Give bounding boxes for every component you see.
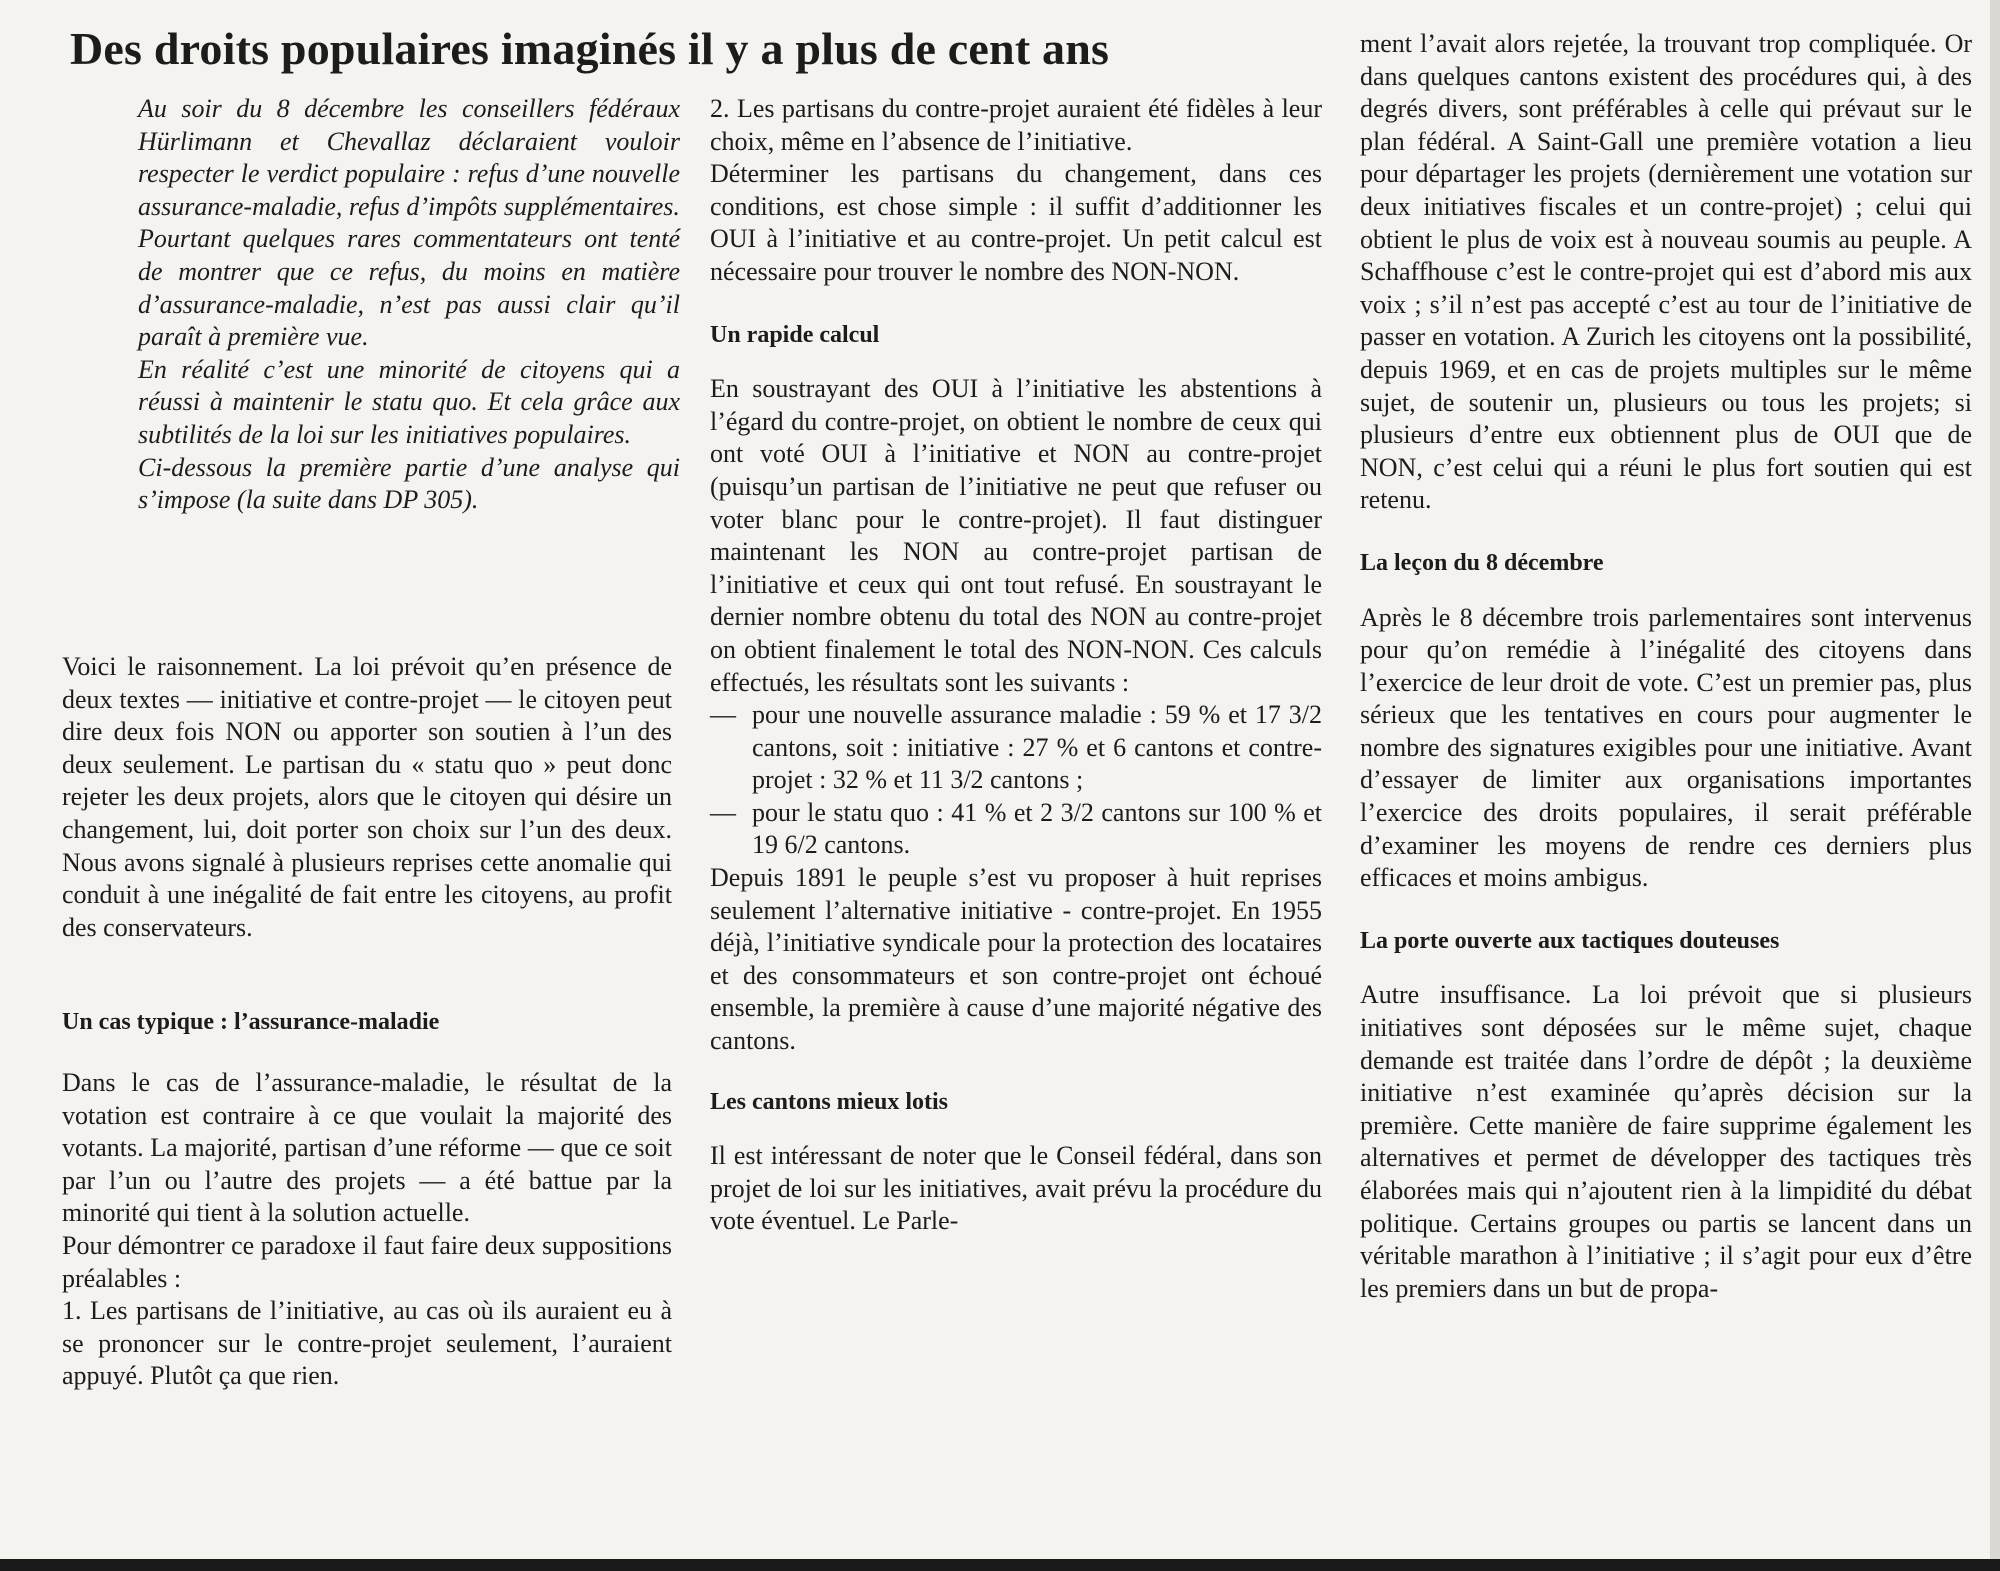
section-heading: Un rapide calcul (710, 321, 880, 348)
paragraph: Pour démontrer ce paradoxe il faut faire deux suppositions préalables : (62, 1230, 672, 1293)
section-heading: Un cas typique : l’assurance-maladie (62, 1009, 440, 1036)
result-text: pour le statu quo : 41 % et 2 3/2 cantons sur 100 % et 19 6/2 cantons. (752, 797, 1322, 860)
paragraph: 2. Les partisans du contre-projet auraient été fidèles à leur choix, même en l’absence de l’initiative. (710, 94, 1322, 156)
result-item (710, 797, 1322, 862)
dash-marker: — (710, 797, 736, 827)
intro-paragraph: Ci-dessous la première partie d’une analyse qui s’impose (la suite dans DP 305). (138, 452, 680, 515)
paragraph: Déterminer les partisans du changement, dans ces conditions, est chose simple : il suffit d’additionner les OUI à l’initiative et au contre-projet. Un petit calcul est nécessaire pour trouver le nombre des NON-NON. (710, 159, 1322, 286)
paragraph: Dans le cas de l’assurance-maladie, le résultat de la votation est contraire à ce que voulait la majorité des votants. La majorité, partisan d’une réforme — que ce soit par l’un ou l’autre des projets — a été battue par la minorité qui tient à la solution actuelle. (62, 1067, 672, 1228)
intro-block (138, 93, 680, 517)
paragraph: 1. Les partisans de l’initiative, au cas où ils auraient eu à se prononcer sur le contre-projet seulement, l’auraient appuyé. Plutôt ça que rien. (62, 1296, 672, 1391)
section-heading: La porte ouverte aux tactiques douteuses (1360, 927, 1780, 954)
column-1 (62, 651, 672, 1393)
paragraph: En soustrayant des OUI à l’initiative les abstentions à l’égard du contre-projet, on obtient le nombre de ceux qui ont voté OUI à l’initiative et NON au contre-projet (puisqu’un partisan de l’initiative ne peut que refuser ou voter blanc pour le contre-projet). Il faut distinguer maintenant les NON au contre-projet partisan de l’initiative et ceux qui ont tout refusé. En soustrayant le dernier nombre obtenu du total des NON au contre-projet on obtient finalement le total des NON-NON. Ces calculs effectués, les résultats sont les suivants : (710, 374, 1322, 697)
bottom-border (0, 1559, 2000, 1571)
paragraph: Voici le raisonnement. La loi prévoit qu’en présence de deux textes — initiative et contre-projet — le citoyen peut dire deux fois NON ou apporter son soutien à l’un des deux seulement. Le partisan du « statu quo » peut donc rejeter les deux projets, alors que le citoyen qui désire un changement, lui, doit porter son choix sur l’un des deux. Nous avons signalé à plusieurs reprises cette anomalie qui conduit à une inégalité de fait entre les citoyens, au profit des conservateurs. (62, 652, 672, 942)
intro-paragraph: Au soir du 8 décembre les conseillers fédéraux Hürlimann et Chevallaz déclaraient vouloir respecter le verdict populaire : refus d’une nouvelle assurance-maladie, refus d’impôts supplémentaires. (138, 94, 680, 221)
dash-marker: — (710, 700, 736, 730)
intro-paragraph: Pourtant quelques rares commentateurs ont tenté de montrer que ce refus, du moins en matière d’assurance-maladie, n’est pas aussi clair qu’il paraît à première vue. (138, 224, 680, 352)
column-3 (1360, 28, 1972, 1305)
paragraph: Il est intéressant de noter que le Conseil fédéral, dans son projet de loi sur les initiatives, avait prévu la procédure du vote éventuel. Le Parle- (710, 1141, 1322, 1236)
article-title: Des droits populaires imaginés il y a plus de cent ans (70, 23, 1110, 74)
intro-paragraph: En réalité c’est une minorité de citoyens qui a réussi à maintenir le statu quo. Et cela grâce aux subtilités de la loi sur les initiatives populaires. (138, 354, 680, 449)
paragraph: Depuis 1891 le peuple s’est vu proposer à huit reprises seulement l’alternative initiative - contre-projet. En 1955 déjà, l’initiative syndicale pour la protection des locataires et des consommateurs et son contre-projet ont échoué ensemble, la première à cause d’une majorité négative des cantons. (710, 863, 1322, 1056)
page-edge (1990, 0, 2000, 1559)
column-2 (710, 93, 1322, 1238)
result-text: pour une nouvelle assurance maladie : 59 % et 17 3/2 cantons, soit : initiative : 27 % et 6 cantons et contre-projet : 32 % et 11 3/2 cantons ; (752, 700, 1322, 795)
paragraph: ment l’avait alors rejetée, la trouvant trop compliquée. Or dans quelques cantons existent des procédures qui, à des degrés divers, sont préférables à celle qui prévaut sur le plan fédéral. A Saint-Gall une première votation a lieu pour départager les projets (dernièrement une votation sur deux initiatives fiscales et un contre-projet) ; celui qui obtient le plus de voix est à nouveau soumis au peuple. A Schaffhouse c’est le contre-projet qui est d’abord mis aux voix ; s’il n’est pas accepté c’est au tour de l’initiative de passer en votation. A Zurich les citoyens ont la possibilité, depuis 1969, et en cas de projets multiples sur le même sujet, de soutenir un, plusieurs ou tous les projets; si plusieurs d’entre eux obtiennent plus de OUI que de NON, c’est celui qui a réuni le plus fort soutien qui est retenu. (1360, 29, 1972, 515)
paragraph: Autre insuffisance. La loi prévoit que si plusieurs initiatives sont déposées sur le même sujet, chaque demande est traitée dans l’ordre de dépôt ; la deuxième initiative n’est examinée qu’après décision sur la première. Cette manière de faire supprime également les alternatives et permet de développer des tactiques très élaborées mais qui n’ajoutent rien à la limpidité du débat politique. Certains groupes ou partis se lancent dans un véritable marathon à l’initiative ; il s’agit pour eux d’être les premiers dans un but de propa- (1360, 980, 1972, 1303)
result-item (710, 699, 1322, 797)
section-heading: La leçon du 8 décembre (1360, 549, 1604, 576)
section-heading: Les cantons mieux lotis (710, 1088, 949, 1115)
paragraph: Après le 8 décembre trois parlementaires sont intervenus pour qu’on remédie à l’inégalité des citoyens dans l’exercice de leur droit de vote. C’est un premier pas, plus sérieux que les tentatives en cours pour augmenter le nombre des signatures exigibles pour une initiative. Avant d’essayer de limiter aux organisations importantes l’exercice des droits populaires, il serait préférable d’examiner les moyens de rendre ces derniers plus efficaces et moins ambigus. (1360, 602, 1972, 893)
